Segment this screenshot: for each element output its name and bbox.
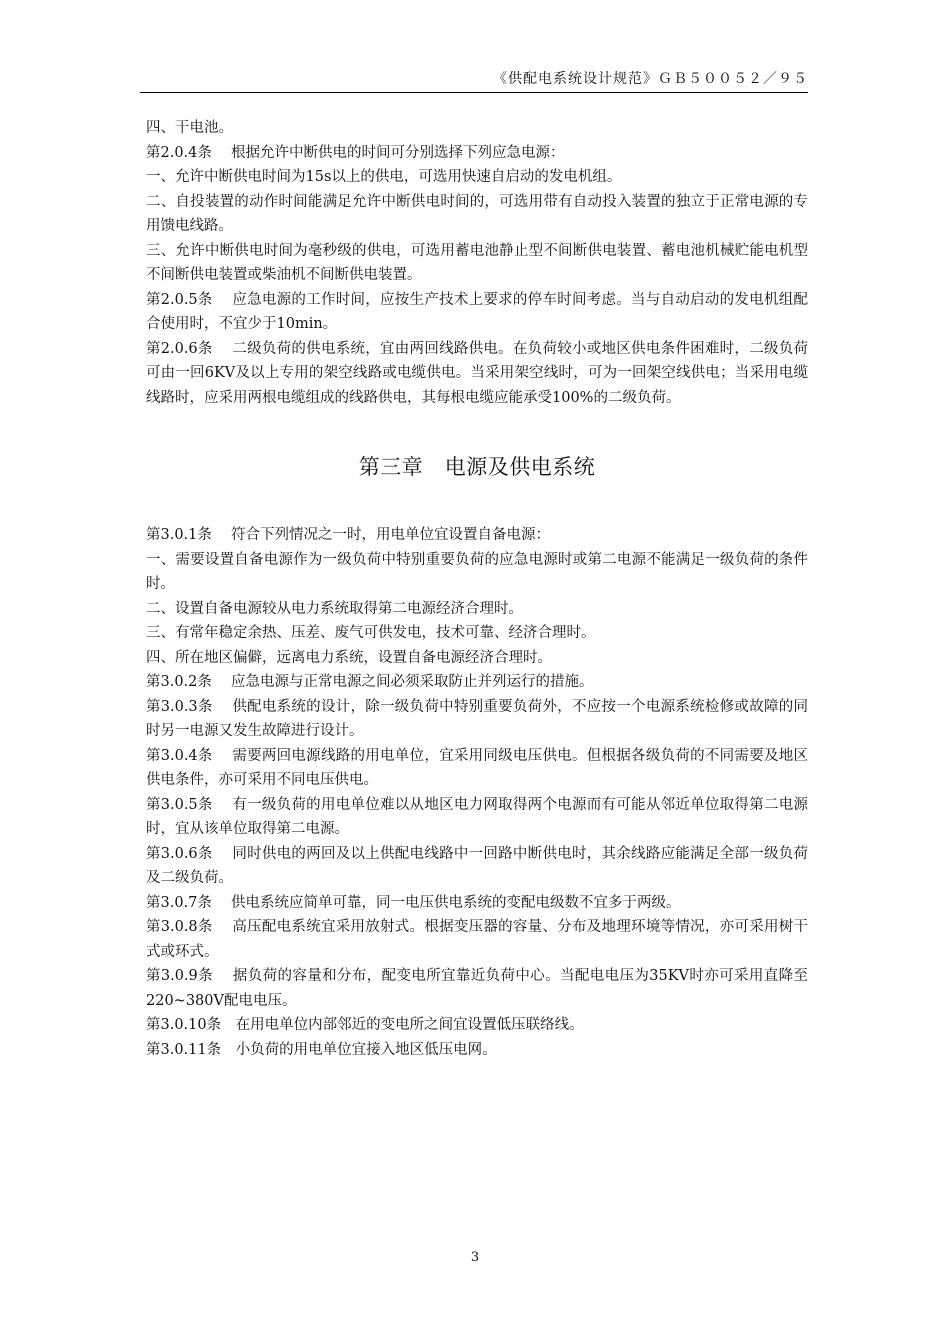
chapter-title: 第三章 电源及供电系统 bbox=[358, 455, 596, 479]
paragraph: 一、允许中断供电时间为15s以上的供电，可选用快速自启动的发电机组。 bbox=[146, 169, 622, 185]
paragraph: 第3.0.9条 据负荷的容量和分布，配变电所宜靠近负荷中心。当配电电压为35KV时亦可采用直降至220~380V配电电压。 bbox=[146, 968, 808, 1009]
paragraph: 四、所在地区偏僻，远离电力系统，设置自备电源经济合理时。 bbox=[146, 649, 552, 666]
paragraph: 第3.0.2条 应急电源与正常电源之间必须采取防止并列运行的措施。 bbox=[146, 674, 594, 690]
paragraph: 三、有常年稳定余热、压差、废气可供发电，技术可靠、经济合理时。 bbox=[146, 625, 596, 641]
paragraph: 第3.0.5条 有一级负荷的用电单位难以从地区电力网取得两个电源而有可能从邻近单位取得第二电源时，宜从该单位取得第二电源。 bbox=[146, 796, 808, 837]
paragraph: 第3.0.7条 供电系统应简单可靠，同一电压供电系统的变配电级数不宜多于两级。 bbox=[146, 894, 681, 911]
paragraph: 第2.0.5条 应急电源的工作时间，应按生产技术上要求的停车时间考虑。当与自动启动的发电机组配合使用时，不宜少于10min。 bbox=[146, 291, 808, 332]
paragraph: 四、干电池。 bbox=[146, 120, 233, 136]
paragraph: 二、设置自备电源较从电力系统取得第二电源经济合理时。 bbox=[146, 600, 523, 617]
paragraph: 第3.0.10条 在用电单位内部邻近的变电所之间宜设置低压联络线。 bbox=[146, 1017, 584, 1033]
document-body bbox=[146, 116, 808, 1062]
paragraph: 第3.0.6条 同时供电的两回及以上供配电线路中一回路中断供电时，其余线路应能满足全部一级负荷及二级负荷。 bbox=[146, 845, 808, 886]
paragraph: 第3.0.8条 高压配电系统宜采用放射式。根据变压器的容量、分布及地理环境等情况，亦可采用树干式或环式。 bbox=[146, 919, 808, 960]
paragraph: 第2.0.4条 根据允许中断供电的时间可分别选择下列应急电源： bbox=[146, 144, 565, 161]
page-number: 3 bbox=[470, 1250, 480, 1265]
paragraph: 第3.0.4条 需要两回电源线路的用电单位，宜采用同级电压供电。但根据各级负荷的不同需要及地区供电条件，亦可采用不同电压供电。 bbox=[146, 747, 808, 788]
paragraph: 第3.0.3条 供配电系统的设计，除一级负荷中特别重要负荷外，不应按一个电源系统检修或故障的同时另一电源又发生故障进行设计。 bbox=[146, 698, 808, 739]
paragraph: 第2.0.6条 二级负荷的供电系统，宜由两回线路供电。在负荷较小或地区供电条件困难时，二级负荷可由一回6KV及以上专用的架空线路或电缆供电。当采用架空线时，可为一回架空线供电；当采用电缆线路时，应采用两根电缆组成的线路供电，其每根电缆应能承受100%的二级负荷。 bbox=[146, 340, 808, 406]
paragraph: 第3.0.11条 小负荷的用电单位宜接入地区低压电网。 bbox=[146, 1041, 497, 1058]
paragraph: 三、允许中断供电时间为毫秒级的供电，可选用蓄电池静止型不间断供电装置、蓄电池机械贮能电机型不间断供电装置或柴油机不间断供电装置。 bbox=[146, 242, 808, 283]
paragraph: 二、自投装置的动作时间能满足允许中断供电时间的，可选用带有自动投入装置的独立于正常电源的专用馈电线路。 bbox=[146, 193, 808, 234]
running-header: 《供配电系统设计规范》ＧＢ５００５２／９５ bbox=[140, 68, 808, 93]
paragraph: 第3.0.1条 符合下列情况之一时，用电单位宜设置自备电源： bbox=[146, 527, 551, 543]
paragraph: 一、需要设置自备电源作为一级负荷中特别重要负荷的应急电源时或第二电源不能满足一级负荷的条件时。 bbox=[146, 551, 808, 592]
